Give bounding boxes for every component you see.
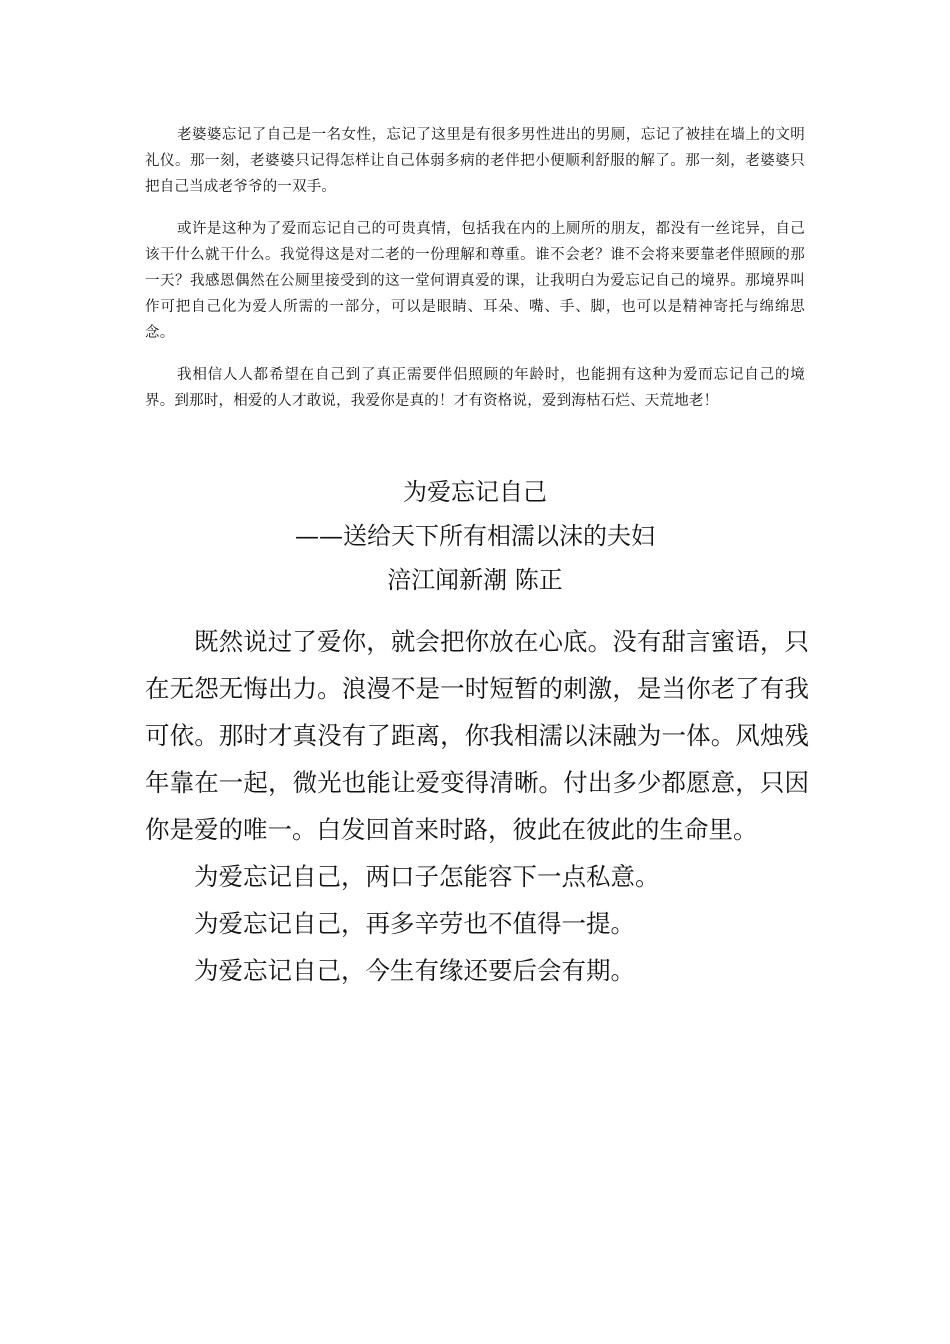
poem-body: 既然说过了爱你，就会把你放在心底。没有甜言蜜语，只在无怨无悔出力。浪漫不是一时短暂的刺激，是当你老了有我可依。那时才真没有了距离，你我相濡以沫融为一体。风烛残年靠在一起，微光也能让爱变得清晰。付出多少都愿意，只因你是爱的唯一。白发回首来时路，彼此在彼此的生命里。 [145,627,809,844]
article-paragraph: 我相信人人都希望在自己到了真正需要伴侣照顾的年龄时，也能拥有这种为爱而忘记自己的境界。到那时，相爱的人才敢说，我爱你是真的！才有资格说，爱到海枯石烂、天荒地老！ [145,367,805,409]
poem-refrain: 为爱忘记自己，今生有缘还要后会有期。 [194,956,635,985]
poem-title: 为爱忘记自己 [403,478,547,506]
article-section [145,122,805,430]
poem-refrain: 为爱忘记自己，再多辛劳也不值得一提。 [194,909,635,938]
poem-author: 涪江闻新潮 陈正 [387,566,563,594]
article-paragraph: 或许是这种为了爱而忘记自己的可贵真情，包括我在内的上厕所的朋友，都没有一丝诧异，自己该干什么就干什么。我觉得这是对二老的一份理解和尊重。谁不会老？谁不会将来要靠老伴照顾的那一天？我感恩偶然在公厕里接受到的这一堂何谓真爱的课，让我明白为爱忘记自己的境界。那境界叫作可把自己化为爱人所需的一部分，可以是眼睛、耳朵、嘴、手、脚，也可以是精神寄托与绵绵思念。 [145,221,805,341]
poem-heading [0,470,950,602]
poem-subtitle: ——送给天下所有相濡以沫的夫妇 [295,522,655,550]
poem-refrain: 为爱忘记自己，两口子怎能容下一点私意。 [194,862,660,891]
poem-section [145,618,809,994]
article-paragraph: 老婆婆忘记了自己是一名女性，忘记了这里是有很多男性进出的男厕，忘记了被挂在墙上的文明礼仪。那一刻，老婆婆只记得怎样让自己体弱多病的老伴把小便顺利舒服的解了。那一刻，老婆婆只把自己当成老爷爷的一双手。 [145,127,805,195]
